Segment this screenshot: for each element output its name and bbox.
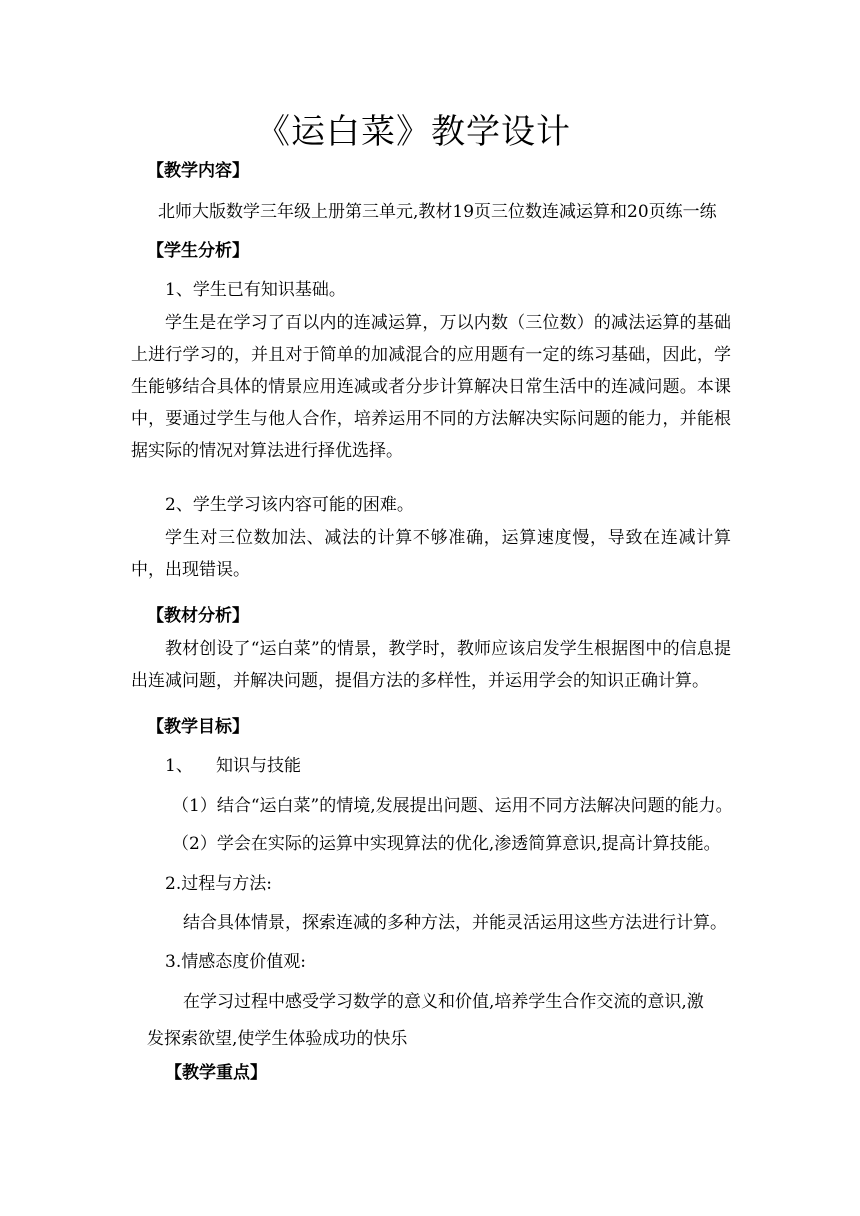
objective-item-2-text: 结合具体情景，探索连减的多种方法，并能灵活运用这些方法进行计算。	[183, 913, 727, 933]
student-analysis-paragraph-2: 学生对三位数加法、减法的计算不够准确，运算速度慢，导致在连减计算中，出现错误。	[131, 528, 731, 580]
material-analysis-paragraph: 教材创设了“运白菜”的情景，教学时，教师应该启发学生根据图中的信息提出连减问题，并解决问题，提倡方法的多样性，并运用学会的知识正确计算。	[131, 639, 731, 691]
objective-item-3: 3.情感态度价值观:	[165, 952, 306, 972]
section-heading-content: 【教学内容】	[147, 161, 249, 181]
content-text: 北师大版数学三年级上册第三单元,教材19页三位数连减运算和20页练一练	[158, 202, 717, 222]
student-analysis-paragraph-1: 学生是在学习了百以内的连减运算，万以内数（三位数）的减法运算的基础上进行学习的，并且对于简单的加减混合的应用题有一定的练习基础，因此，学生能够结合具体的情景应用连减或者分步计算解决日常生活中的连减问题。本课中，要通过学生与他人合作，培养运用不同的方法解决实际问题的能力，并能根据实际的情况对算法进行择优选择。	[131, 313, 731, 461]
objective-item-1-label: 知识与技能	[216, 756, 301, 776]
objective-item-3-line-2: 发探索欲望,使学生体验成功的快乐	[147, 1029, 408, 1049]
section-heading-material-analysis: 【教材分析】	[147, 606, 249, 626]
section-heading-objectives: 【教学目标】	[147, 717, 249, 737]
objective-sub-2: （2）学会在实际的运算中实现算法的优化,渗透简算意识,提高计算技能。	[172, 834, 721, 854]
student-analysis-item-1: 1、学生已有知识基础。	[165, 280, 346, 300]
student-analysis-item-2: 2、学生学习该内容可能的困难。	[165, 495, 414, 515]
document-title: 《运白菜》教学设计	[256, 112, 571, 152]
objective-item-3-line-1: 在学习过程中感受学习数学的意义和价值,培养学生合作交流的意识,激	[183, 992, 704, 1012]
objective-sub-1: （1）结合“运白菜”的情境,发展提出问题、运用不同方法解决问题的能力。	[172, 796, 733, 816]
section-heading-key-points: 【教学重点】	[165, 1063, 267, 1083]
objective-item-2: 2.过程与方法:	[165, 874, 272, 894]
section-heading-student-analysis: 【学生分析】	[147, 241, 249, 261]
objective-item-1-number: 1、	[165, 756, 193, 776]
